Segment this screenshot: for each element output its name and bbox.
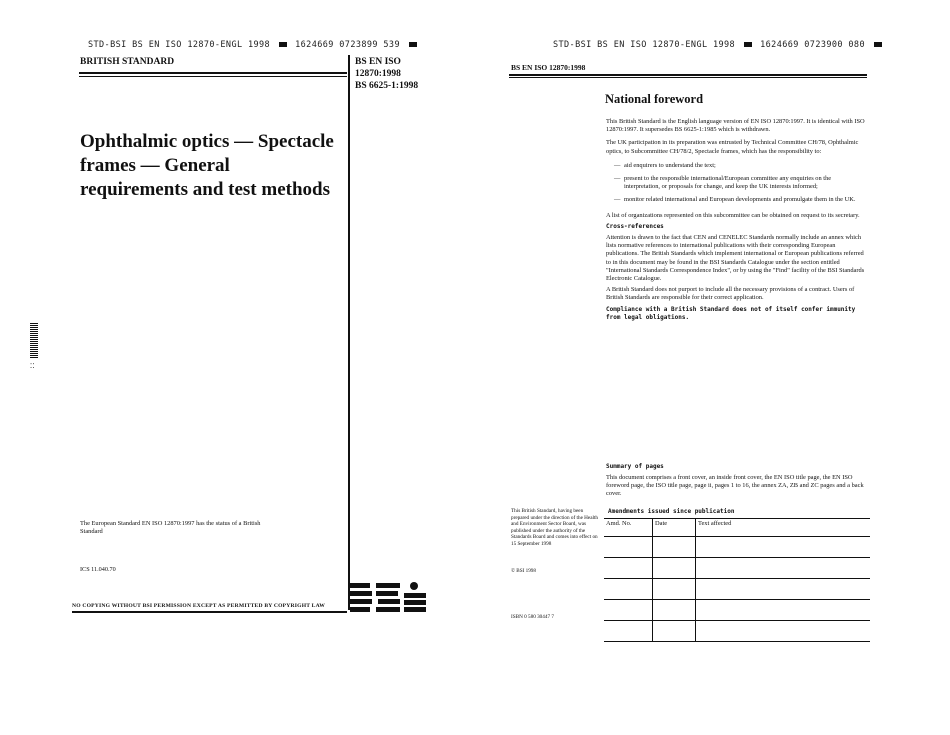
margin-barcode bbox=[30, 322, 38, 358]
summary-heading: Summary of pages bbox=[606, 463, 664, 470]
left-header-block-1 bbox=[279, 42, 287, 47]
amendments-header-row bbox=[604, 519, 870, 537]
para-3: A list of organizations represented on this subcommittee can be obtained on request to its secretary. bbox=[606, 211, 860, 219]
status-text: The European Standard EN ISO 12870:1997 has the status of a British Standard bbox=[80, 520, 261, 536]
std-number-1: BS EN ISO bbox=[355, 57, 401, 67]
foreword-body bbox=[606, 118, 868, 322]
title-line-1: Ophthalmic optics — Spectacle bbox=[80, 131, 334, 152]
left-header-line bbox=[88, 40, 420, 50]
para-1: This British Standard is the English language version of EN ISO 12870:1997. It is identical with ISO 12870:1997. It supersedes BS 6625-1:1985 which is withdrawn. bbox=[606, 118, 865, 134]
crossref-para: Attention is drawn to the fact that CEN and CENELEC Standards normally include an annex which lists normative references to international publications with their corresponding European publications. The British Standards which implement international or European publications referred to in this document may be found in the BSI Standards Catalogue under the section entitled "International Standards Correspondence Index", or by using the "Find" facility of the BSI Standards Electronic Catalogue. bbox=[606, 234, 865, 283]
document-title bbox=[80, 130, 350, 202]
left-rule-top bbox=[79, 72, 347, 74]
right-rule-top bbox=[509, 74, 867, 76]
list-item: — present to the responsible international/European committee any enquiries on the interpretation, or proposals for change, and keep the UK interests informed; bbox=[614, 175, 832, 191]
table-row bbox=[604, 537, 870, 558]
crossref-heading: Cross-references bbox=[606, 222, 664, 230]
std-numbers bbox=[355, 56, 418, 92]
list-item-text-3: monitor related international and European developments and promulgate them in the UK. bbox=[624, 196, 856, 204]
col-date: Date bbox=[653, 519, 696, 537]
std-number-3: BS 6625-1:1998 bbox=[355, 81, 419, 91]
margin-mark: :: bbox=[29, 361, 37, 370]
list-item: — aid enquirers to understand the text; bbox=[614, 161, 716, 169]
responsibility-list bbox=[614, 162, 868, 205]
table-row bbox=[604, 579, 870, 600]
isbn: ISBN 0 580 30447 7 bbox=[511, 614, 554, 620]
summary-text: This document comprises a front cover, an inside front cover, the EN ISO title page, the EN ISO foreword page, the ISO title page, page ii, pages 1 to 16, the annex ZA, ZB and ZC pages and a back cover. bbox=[606, 474, 864, 498]
para-4: A British Standard does not purport to include all the necessary provisions of a contract. Users of British Standards are responsible for their correct application. bbox=[606, 286, 855, 302]
foreword-title: National foreword bbox=[605, 92, 704, 106]
col-text-affected: Text affected bbox=[698, 520, 732, 527]
left-header-block-2 bbox=[409, 42, 417, 47]
ics-code: ICS 11.040.70 bbox=[80, 566, 116, 573]
std-number-2: 12870:1998 bbox=[355, 69, 401, 79]
right-std-ref: BS EN ISO 12870:1998 bbox=[511, 63, 586, 72]
left-footer-rule bbox=[72, 611, 347, 613]
left-header-ref: 1624669 0723899 539 bbox=[295, 40, 400, 50]
copyright-notice: NO COPYING WITHOUT BSI PERMISSION EXCEPT AS PERMITTED BY COPYRIGHT LAW bbox=[72, 603, 326, 609]
table-row bbox=[604, 600, 870, 621]
amendments-table bbox=[604, 518, 870, 642]
amendments-heading: Amendments issued since publication bbox=[608, 508, 735, 515]
list-item-text-2: present to the responsible international/European committee any enquiries on the interpretation, or proposals for change, and keep the UK interests informed; bbox=[624, 175, 832, 191]
col-amd-no: Amd. No. bbox=[604, 519, 653, 537]
left-rule-bottom bbox=[79, 76, 347, 77]
right-rule-bottom bbox=[509, 77, 867, 78]
left-header-code: STD-BSI BS EN ISO 12870-ENGL 1998 bbox=[88, 40, 271, 50]
sidebar-authority-text: This British Standard, having been prepared under the direction of the Health and Environment Sector Board, was published under the authority of the Standards Board and comes into effect on 15 September 1998 bbox=[511, 508, 598, 547]
british-standard-label: BRITISH STANDARD bbox=[80, 57, 175, 67]
list-item: — monitor related international and European developments and promulgate them in the UK. bbox=[614, 196, 856, 204]
list-item-text-1: aid enquirers to understand the text; bbox=[624, 161, 716, 169]
bsi-logo bbox=[348, 582, 428, 615]
table-row bbox=[604, 621, 870, 642]
bsi-copyright: © BSI 1998 bbox=[511, 568, 536, 574]
right-header-ref: 1624669 0723900 080 bbox=[760, 40, 865, 50]
right-header-line bbox=[553, 40, 885, 50]
title-line-3: requirements and test methods bbox=[80, 179, 330, 200]
right-header-code: STD-BSI BS EN ISO 12870-ENGL 1998 bbox=[553, 40, 736, 50]
right-header-block-1 bbox=[744, 42, 752, 47]
compliance-note: Compliance with a British Standard does not of itself confer immunity from legal obligations. bbox=[606, 305, 856, 321]
para-2: The UK participation in its preparation was entrusted by Technical Committee CH/78, Ophthalmic optics, to Subcommittee CH/78/2, Spectacle frames, which has the responsibility to: bbox=[606, 139, 859, 155]
title-line-2: frames — General bbox=[80, 155, 230, 176]
table-row bbox=[604, 558, 870, 579]
right-header-block-2 bbox=[874, 42, 882, 47]
bsi-logo-graphic bbox=[348, 582, 428, 615]
